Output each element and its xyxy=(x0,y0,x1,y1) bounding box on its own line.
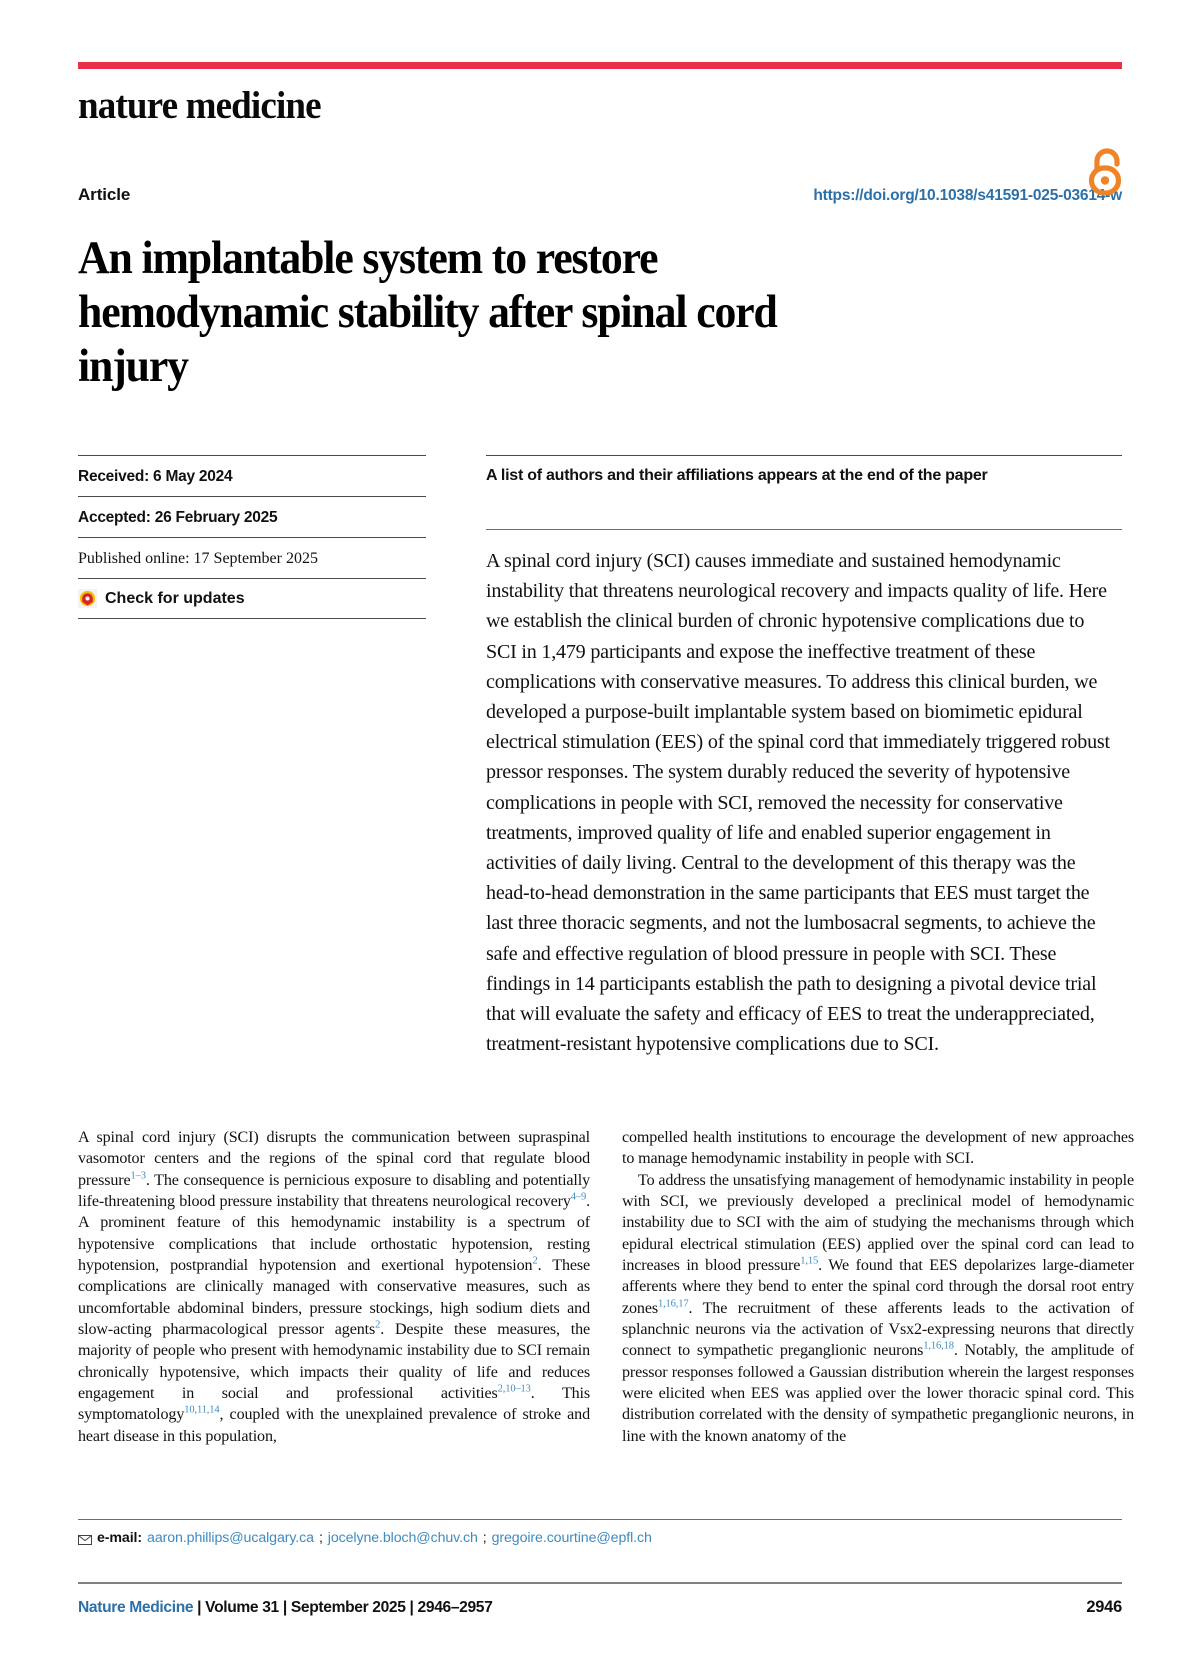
abstract-column xyxy=(486,455,1122,1059)
email-link-2[interactable]: jocelyne.bloch@chuv.ch xyxy=(327,1530,478,1546)
masthead xyxy=(78,81,1122,133)
intro-text-2: . The consequence is pernicious exposure to disabling and potentially life-threatening blood pressure instability that threatens neurological recovery xyxy=(78,1171,590,1211)
abstract-text: A spinal cord injury (SCI) causes immediate and sustained hemodynamic instability that threatens neurological recovery and impacts quality of life. Here we establish the clinical burden of chronic hypotensive complications due to SCI in 1,479 participants and expose the ineffective treatment of these complications with conservative measures. To address this clinical burden, we developed a purpose-built implantable system based on biomimetic epidural electrical stimulation (EES) of the spinal cord that immediately triggered robust pressor responses. The system durably reduced the severity of hypotensive complications in people with SCI, removed the necessity for conservative treatments, improved quality of life and enabled superior engagement in activities of daily living. Central to the development of this therapy was the head-to-head demonstration in the same participants that EES must target the last three thoracic segments, and not the lumbosacral segments, to achieve the safe and effective regulation of blood pressure in people with SCI. These findings in 14 participants establish the path to designing a pivotal device trial that will evaluate the safety and efficacy of EES to treat the underappreciated, treatment-resistant hypotensive complications due to SCI. xyxy=(486,550,1110,1056)
citation-ref[interactable]: 4–9 xyxy=(570,1191,587,1203)
citation-ref[interactable]: 1–3 xyxy=(130,1170,146,1182)
meta-abstract-section xyxy=(78,455,1122,1059)
email-label: e-mail: xyxy=(97,1530,143,1546)
correspondence-line xyxy=(78,1530,1122,1546)
email-separator: ; xyxy=(318,1530,323,1546)
authors-note: A list of authors and their affiliations appears at the end of the paper xyxy=(486,455,1122,485)
published-date: Published online: 17 September 2025 xyxy=(78,537,426,578)
brand-red-rule xyxy=(78,62,1122,69)
article-header-row xyxy=(78,185,1122,205)
page-footer xyxy=(78,1519,1122,1617)
para2-text-4: . Notably, the amplitude of pressor responses followed a Gaussian distribution wherein the largest responses were elicited when EES was applied over the lower thoracic spinal cord. This distribution correlated with the density of sympathetic preganglionic neurons, in line with the known anatomy of the xyxy=(622,1342,1135,1445)
email-divider xyxy=(78,1519,1122,1520)
paragraph-continued: compelled health institutions to encourage the development of new approaches to manage hemodynamic instability in people with SCI. xyxy=(622,1129,1134,1168)
intro-text-6: . This symptomatology xyxy=(78,1385,590,1424)
body-column-left xyxy=(78,1127,590,1447)
check-for-updates-label: Check for updates xyxy=(105,590,245,607)
paragraph-intro xyxy=(78,1127,590,1447)
paragraph-second xyxy=(622,1170,1134,1447)
citation-ref[interactable]: 1,16,17 xyxy=(657,1298,689,1310)
journal-name: Nature Medicine xyxy=(78,1599,194,1616)
email-link-3[interactable]: gregoire.courtine@epfl.ch xyxy=(491,1530,652,1546)
body-text xyxy=(78,1127,1135,1447)
para2-text-3: . The recruitment of these afferents leads to the activation of splanchnic neurons via the activation of Vsx2-expressing neurons that directly connect to sympathetic preganglionic neurons xyxy=(622,1299,1134,1360)
intro-text-5: . Despite these measures, the majority of people who present with hemodynamic instability due to SCI remain chronically hypotensive, which impacts their quality of life and reduces engagement in social and professional activities xyxy=(78,1321,590,1403)
envelope-icon xyxy=(78,1533,92,1543)
check-for-updates[interactable] xyxy=(78,578,426,619)
para2-text-1: To address the unsatisfying management of hemodynamic instability in people with SCI, we previously developed a preclinical model of hemodynamic instability due to SCI with the aim of studying the mechanisms through which epidural electrical stimulation (EES) applied over the spinal cord can lead to increases in blood pressure xyxy=(622,1171,1134,1275)
citation-ref[interactable]: 2,10–13 xyxy=(497,1383,531,1395)
citation-details: | Volume 31 | September 2025 | 2946–2957 xyxy=(193,1599,493,1616)
citation-ref[interactable]: 2 xyxy=(532,1255,538,1267)
footer-divider xyxy=(78,1582,1122,1584)
page-title: An implantable system to restore hemodynamic stability after spinal cord injury xyxy=(78,232,777,392)
footer-row xyxy=(78,1598,1122,1617)
citation-ref[interactable]: 1,16,18 xyxy=(923,1341,954,1353)
citation-ref[interactable]: 1,15 xyxy=(800,1255,819,1267)
article-metadata xyxy=(78,455,426,1059)
intro-text-1: A spinal cord injury (SCI) disrupts the communication between supraspinal vasomotor centers and the regions of the spinal cord that regulate blood pressure xyxy=(78,1129,590,1189)
citation-ref[interactable]: 2 xyxy=(375,1319,381,1331)
article-kicker: Article xyxy=(78,185,131,204)
email-link-1[interactable]: aaron.phillips@ucalgary.ca xyxy=(147,1530,314,1546)
body-column-right xyxy=(622,1127,1134,1447)
journal-logo: nature medicine xyxy=(78,84,321,127)
open-lock-icon xyxy=(1086,145,1128,197)
journal-article-page xyxy=(0,62,1200,1655)
para2-text-2: . We found that EES depolarizes large-diameter afferents where they bend to enter the spinal cord through the dorsal root entry zones xyxy=(622,1257,1134,1317)
citation-ref[interactable]: 10,11,14 xyxy=(184,1405,220,1417)
journal-citation xyxy=(78,1599,492,1617)
page-number: 2946 xyxy=(1086,1598,1122,1616)
intro-text-3: . A prominent feature of this hemodynamic instability is a spectrum of hypotensive complications that include orthostatic hypotension, resting hypotension, postprandial hypotension and exertional hypotension xyxy=(78,1193,590,1275)
doi-link[interactable]: https://doi.org/10.1038/s41591-025-03614-w xyxy=(813,187,1122,204)
received-date: Received: 6 May 2024 xyxy=(78,455,426,496)
email-separator: ; xyxy=(482,1530,487,1546)
crossmark-icon xyxy=(78,589,97,608)
intro-text-7: , coupled with the unexplained prevalence of stroke and heart disease in this population, xyxy=(78,1406,590,1445)
abstract-divider xyxy=(486,529,1122,530)
intro-text-4: . These complications are clinically managed with conservative measures, such as uncomfortable abdominal binders, pressure stockings, high sodium diets and slow-acting pharmacological pressor agents xyxy=(78,1257,590,1339)
accepted-date: Accepted: 26 February 2025 xyxy=(78,496,426,537)
